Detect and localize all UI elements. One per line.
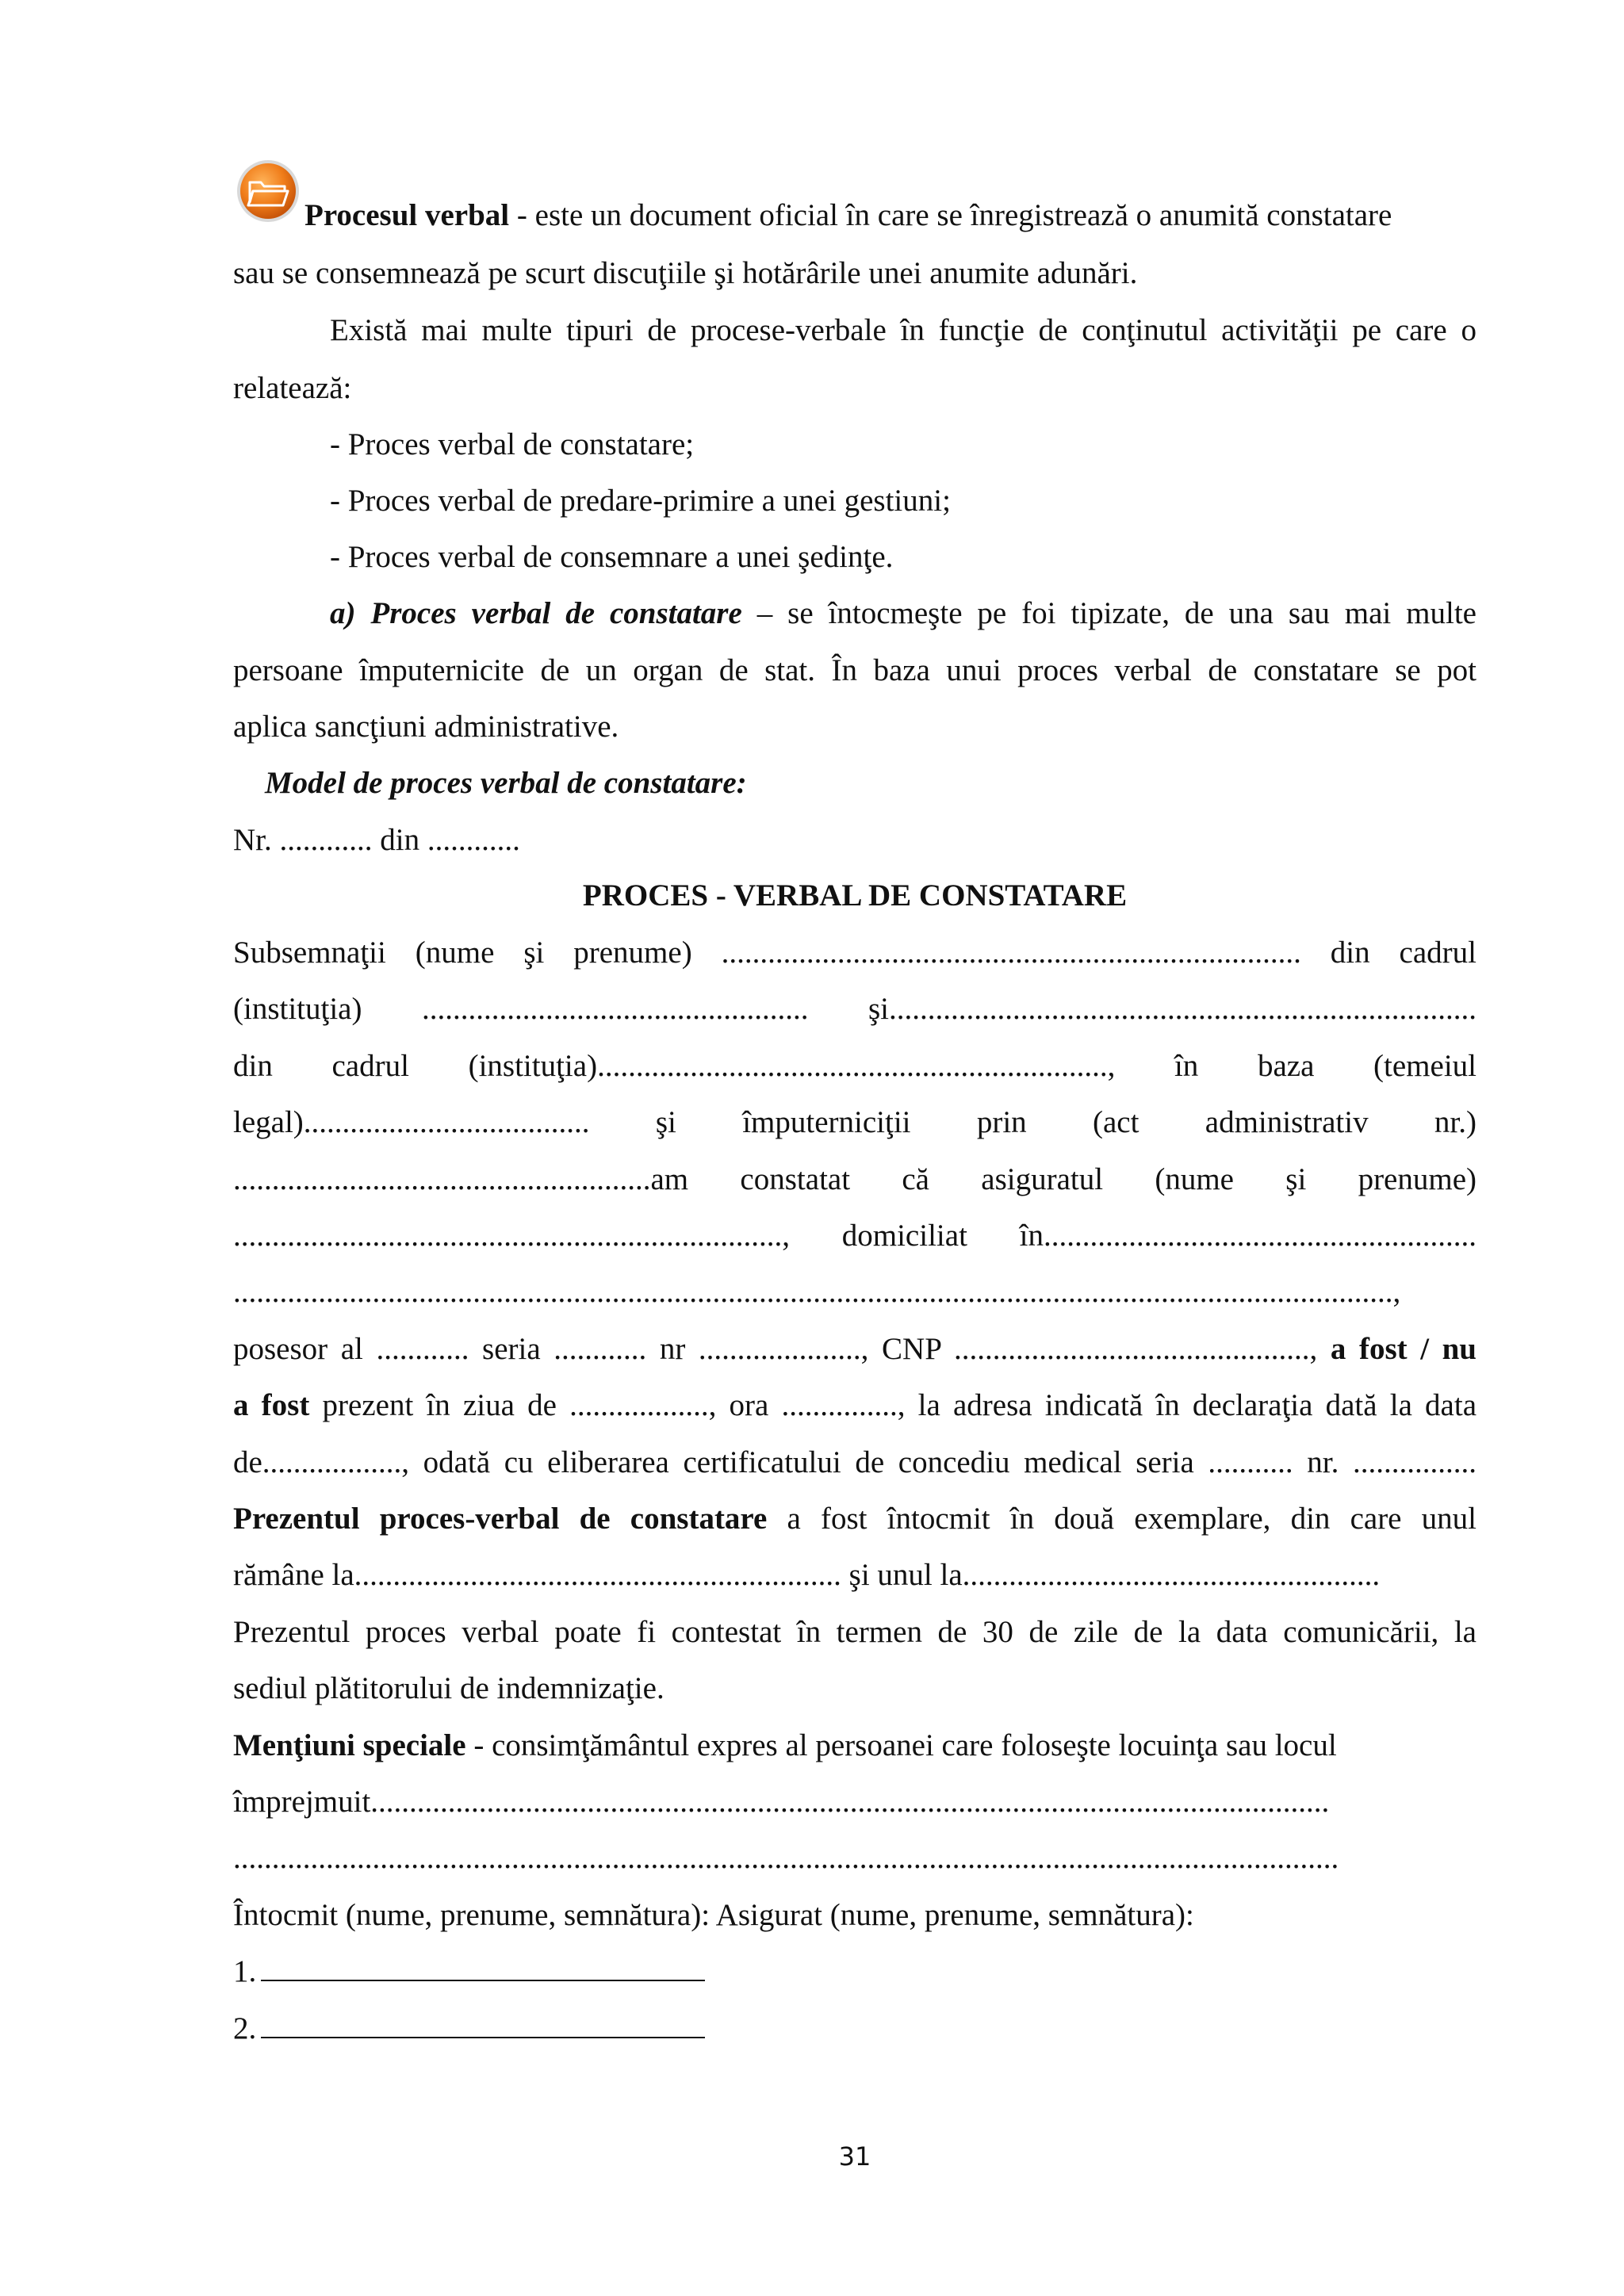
intro-bold: Procesul verbal bbox=[304, 198, 510, 232]
page-number: 31 bbox=[838, 2141, 871, 2172]
nr-line: Nr. ............ din ............ bbox=[233, 823, 520, 857]
signature-blank bbox=[261, 1953, 705, 1981]
signature-line-1 bbox=[233, 1953, 1477, 1991]
section-a-line-2: persoane împuternicite de un organ de stat. În baza unui proces verbal de constatare se pot bbox=[233, 653, 1477, 687]
form-line-8 bbox=[233, 1330, 1477, 1368]
list-item: - Proces verbal de predare-primire a unei gestiuni; bbox=[330, 484, 951, 518]
form-line-2: (instituţia) .................................................. şi............................................................................ bbox=[233, 992, 1477, 1026]
form-line-13: Prezentul proces verbal poate fi contestat în termen de 30 de zile de la data comunicării, la bbox=[233, 1615, 1477, 1649]
list-item: - Proces verbal de constatare; bbox=[330, 427, 695, 461]
intro-rest: - este un document oficial în care se înregistrează o anumită constatare bbox=[509, 198, 1392, 232]
types-line-1: Există mai multe tipuri de procese-verbale în funcţie de conţinutul activităţii pe care o bbox=[330, 313, 1477, 347]
form-line-10: de.................., odată cu eliberarea certificatului de concediu medical seria ........... nr. ................ bbox=[233, 1445, 1477, 1479]
form-title: PROCES - VERBAL DE CONSTATARE bbox=[582, 878, 1128, 913]
signature-header: Întocmit (nume, prenume, semnătura): Asigurat (nume, prenume, semnătura): bbox=[233, 1898, 1194, 1932]
list-item: - Proces verbal de consemnare a unei şedinţe. bbox=[330, 540, 894, 574]
section-a-line-3: aplica sancţiuni administrative. bbox=[233, 710, 619, 744]
document-page bbox=[233, 0, 1477, 2296]
form-line-12: rămâne la............................................................... şi unul la...................................................... bbox=[233, 1558, 1381, 1592]
form-line-9 bbox=[233, 1387, 1477, 1425]
section-a-line-1 bbox=[330, 595, 1477, 633]
form-line-4: legal)..................................... şi împuterniciţii prin (act administrativ nr.) bbox=[233, 1105, 1477, 1139]
signature-number: 2. bbox=[233, 2011, 257, 2045]
form-line-17: ............................................................................................................................................... bbox=[233, 1841, 1339, 1875]
form-line-7: ......................................................................................................................................................, bbox=[233, 1275, 1401, 1309]
form-line-8-text: posesor al ............ seria ............ nr ....................., CNP .............................................., bbox=[233, 1332, 1318, 1366]
form-line-3: din cadrul (instituţia).................................................................., în baza (temeiul bbox=[233, 1049, 1477, 1083]
form-line-16: împrejmuit............................................................................................................................ bbox=[233, 1785, 1330, 1819]
intro-line-2: sau se consemnează pe scurt discuţiile şi hotărârile unei anumite adunări. bbox=[233, 256, 1138, 290]
form-line-14: sediul plătitorului de indemnizaţie. bbox=[233, 1671, 665, 1705]
form-line-11-bold: Prezentul proces-verbal de constatare bbox=[233, 1502, 768, 1536]
signature-number: 1. bbox=[233, 1954, 257, 1988]
special-mentions-text: - consimţământul expres al persoanei care foloseşte locuinţa sau locul bbox=[465, 1728, 1337, 1762]
model-title: Model de proces verbal de constatare: bbox=[265, 766, 747, 800]
form-line-8-bold: a fost / nu bbox=[1317, 1332, 1477, 1366]
form-line-5: ......................................................am constatat că asiguratul (nume şi prenume) bbox=[233, 1162, 1477, 1196]
intro-line-1 bbox=[304, 197, 1477, 235]
form-line-1: Subsemnaţii (nume şi prenume) ........................................................................... din cadrul bbox=[233, 936, 1477, 970]
form-line-9-bold: a fost bbox=[233, 1388, 310, 1422]
form-line-9-text: prezent în ziua de .................., ora ..............., la adresa indicată în declaraţia dată la data bbox=[309, 1388, 1477, 1422]
form-line-6: ......................................................................., domiciliat în........................................................ bbox=[233, 1219, 1477, 1253]
form-line-11 bbox=[233, 1500, 1477, 1538]
form-line-15 bbox=[233, 1727, 1477, 1765]
section-a-rest: – se întocmeşte pe foi tipizate, de una sau mai multe bbox=[741, 596, 1477, 630]
section-a-heading: a) Proces verbal de constatare bbox=[330, 596, 742, 630]
signature-line-2 bbox=[233, 2010, 1477, 2048]
form-line-11-text: a fost întocmit în două exemplare, din care unul bbox=[767, 1502, 1477, 1536]
types-line-2: relatează: bbox=[233, 371, 352, 405]
folder-icon bbox=[236, 159, 301, 224]
special-mentions-label: Menţiuni speciale bbox=[233, 1728, 466, 1762]
signature-blank bbox=[261, 2010, 705, 2038]
